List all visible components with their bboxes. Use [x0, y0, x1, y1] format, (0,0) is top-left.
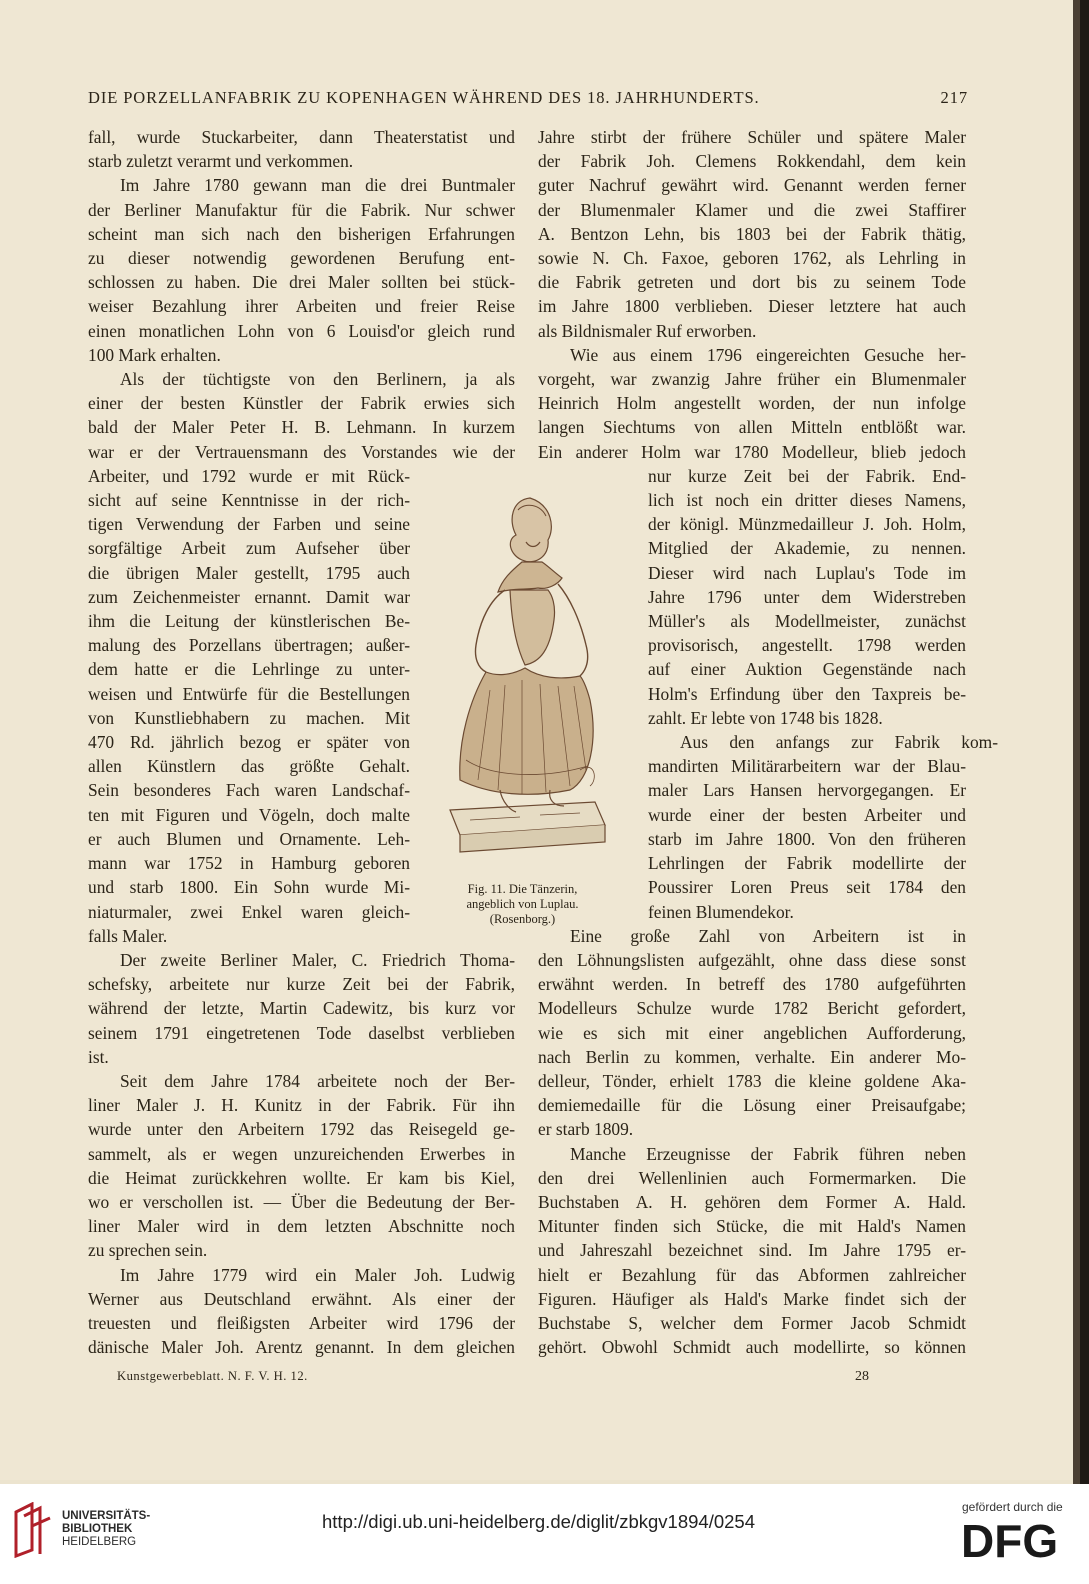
paragraph — [538, 1142, 966, 1360]
text-line: 470 Rd. jährlich bezog er später von — [88, 732, 410, 753]
text-line: ihm die Leitung der künstlerischen Be- — [88, 611, 410, 632]
text-line: sicht auf seine Kenntnisse in der rich- — [88, 490, 410, 511]
text-line: Im Jahre 1779 wird ein Maler Joh. Ludwig — [120, 1264, 515, 1285]
text-line: liner Maler wird in dem letzten Abschnitte noch — [88, 1216, 515, 1237]
text-line: gehört. Obwohl Schmidt auch modellirte, so können — [538, 1337, 966, 1358]
text-line: Seit dem Jahre 1784 arbeitete noch der Ber- — [120, 1070, 515, 1091]
text-line: starb im Jahre 1800. Von den früheren — [648, 828, 966, 849]
text-line: der Blumenmaler Klamer und die zwei Staffirer — [538, 199, 966, 220]
text-line: Heinrich Holm angestellt worden, der nun infolge — [538, 393, 966, 414]
text-line: von Kunstliebhabern zu machen. Mit — [88, 707, 410, 728]
text-line: Figuren. Häufiger als Hald's Marke findet sich der — [538, 1288, 966, 1309]
text-line: den Löhnungslisten aufgezählt, ohne dass diese sonst — [538, 949, 966, 970]
text-line: weiser Bezahlung ihrer Arbeiten und freier Reise — [88, 296, 515, 317]
text-line: fall, wurde Stuckarbeiter, dann Theaterstatist und — [88, 127, 515, 147]
text-line: Eine große Zahl von Arbeitern ist in — [570, 925, 966, 946]
text-line: demiemedaille für die Lösung einer Preisaufgabe; — [538, 1095, 966, 1116]
text-line: Ein anderer Holm war 1780 Modelleur, blieb jedoch — [538, 441, 966, 462]
page-number: 217 — [940, 88, 968, 107]
text-line: Poussirer Loren Preus seit 1784 den — [648, 877, 966, 898]
text-line: im Jahre 1800 verblieben. Dieser letztere hat auch — [538, 296, 966, 317]
dfg-logo-text: DFG — [961, 1515, 1059, 1563]
text-line: lich ist noch ein dritter dieses Namens, — [648, 490, 966, 511]
text-line: guter Nachruf gewährt wird. Genannt werden ferner — [538, 175, 966, 196]
text-line: tigen Verwendung der Farben und seine — [88, 514, 410, 535]
text-line: Holm's Erfindung über den Taxpreis be- — [648, 683, 966, 704]
text-line: zum Zeichenmeister ernannt. Damit war — [88, 586, 410, 607]
paragraph — [538, 125, 966, 343]
text-line: Buchstaben A. H. gehören dem Former A. Hald. — [538, 1191, 966, 1212]
text-line: sowie N. Ch. Faxoe, geboren 1762, als Lehrling in — [538, 248, 966, 269]
caption-line-1: Fig. 11. Die Tänzerin, — [467, 882, 578, 896]
paragraph — [538, 924, 966, 1142]
text-line: mandirten Militärarbeitern war der Blau- — [648, 756, 966, 777]
text-line: Manche Erzeugnisse der Fabrik führen neben — [570, 1143, 966, 1164]
library-name[interactable] — [62, 1510, 150, 1549]
text-line: feinen Blumendekor. — [648, 901, 794, 922]
caption-line-2: angeblich von Luplau. — [466, 897, 579, 911]
text-line: nach Berlin zu kommen, verhalte. Ein anderer Mo- — [538, 1046, 966, 1067]
sheet-signature: 28 — [855, 1369, 869, 1384]
text-line: als Bildnismaler Ruf erworben. — [538, 320, 757, 341]
paragraph — [88, 1069, 515, 1263]
text-line: der Berliner Manufaktur für die Fabrik. Nur schwer — [88, 199, 515, 220]
text-line: maler Lars Hansen hervorgegangen. Er — [648, 780, 966, 801]
text-line: seinem 1791 eingetretenen Tode daselbst verblieben — [88, 1022, 515, 1043]
text-line: dänische Maler Joh. Arentz genannt. In dem gleichen — [88, 1337, 515, 1358]
text-line: einen monatlichen Lohn von 6 Louisd'or gleich rund — [88, 320, 515, 341]
text-line: nur kurze Zeit bei der Fabrik. End- — [648, 465, 966, 486]
text-line: Dieser wird nach Luplau's Tode im — [648, 562, 966, 583]
text-line: erwähnt werden. In betreff des 1780 aufgeführten — [538, 974, 966, 995]
text-line: auf einer Auktion Gegenstände nach — [648, 659, 966, 680]
text-line: Jahre 1796 unter dem Widerstreben — [648, 586, 966, 607]
text-line: schlossen zu haben. Die drei Maler sollten bei stück- — [88, 272, 515, 293]
journal-footer: Kunstgewerbeblatt. N. F. V. H. 12. — [117, 1369, 308, 1383]
text-line: allen Künstlern das größte Gehalt. — [88, 756, 410, 777]
text-line: scheint man sich nach den bisherigen Erfahrungen — [88, 223, 515, 244]
viewer-footer-bar — [0, 1484, 1089, 1584]
text-line: hielt er Bezahlung für das Abformen zahlreicher — [538, 1264, 966, 1285]
text-line: Jahre stirbt der frühere Schüler und spätere Maler — [538, 127, 966, 147]
text-line: ten mit Figuren und Vögeln, doch malte — [88, 804, 410, 825]
text-line: Aus den anfangs zur Fabrik kom- — [680, 732, 998, 753]
text-line: er auch Blumen und Ornamente. Leh- — [88, 828, 410, 849]
text-line: delleur, Tönder, erhielt 1783 die kleine goldene Aka- — [538, 1070, 966, 1091]
text-line: 100 Mark erhalten. — [88, 344, 221, 365]
text-line: wo er verschollen ist. — Über die Bedeutung der Ber- — [88, 1191, 515, 1212]
text-line: starb zuletzt verarmt und verkommen. — [88, 151, 354, 172]
text-line: Wie aus einem 1796 eingereichten Gesuche her- — [570, 344, 966, 365]
running-head-title: DIE PORZELLANFABRIK ZU KOPENHAGEN WÄHREND DES 18. JAHRHUNDERTS. — [88, 88, 760, 107]
text-line: während der letzte, Martin Cadewitz, bis kurz vor — [88, 998, 515, 1019]
text-line: wurde unter den Arbeitern 1792 das Reisegeld ge- — [88, 1119, 515, 1140]
text-line: sammelt, als er wegen unzureichenden Erwerbes in — [88, 1143, 515, 1164]
paragraph — [88, 948, 515, 1069]
text-line: Sein besonderes Fach waren Landschaf- — [88, 780, 410, 801]
text-line: bald der Maler Peter H. B. Lehmann. In kurzem — [88, 417, 515, 438]
text-line: A. Bentzon Lehn, bis 1803 bei der Fabrik thätig, — [538, 223, 966, 244]
text-line: wie es sich mit einer angeblichen Aufforderung, — [538, 1022, 966, 1043]
text-line: liner Maler J. H. Kunitz in der Fabrik. Für ihn — [88, 1095, 515, 1116]
library-name-line-1: UNIVERSITÄTS- — [62, 1510, 151, 1522]
text-line: der königl. Münzmedailleur J. Joh. Holm, — [648, 514, 966, 535]
page-binding-shadow — [1080, 0, 1089, 1484]
dancer-figurine-illustration — [430, 480, 620, 880]
text-line: und starb 1800. Ein Sohn wurde Mi- — [88, 877, 410, 898]
text-line: einer der besten Künstler der Fabrik erwies sich — [88, 393, 515, 414]
permalink-url[interactable]: http://digi.ub.uni-heidelberg.de/diglit/zbkgv1894/0254 — [322, 1511, 756, 1532]
paragraph — [88, 173, 515, 367]
text-line: langen Siechtums von allen Mitteln entblößt war. — [538, 417, 966, 438]
text-line: er starb 1809. — [538, 1119, 634, 1140]
text-line: sorgfältige Arbeit zum Aufseher über — [88, 538, 410, 559]
text-line: Müller's als Modellmeister, zunächst — [648, 611, 966, 632]
text-line: Mitunter finden sich Stücke, die mit Hald's Namen — [538, 1216, 966, 1237]
text-line: falls Maler. — [88, 925, 168, 946]
library-name-line-2: BIBLIOTHEK — [62, 1523, 133, 1535]
funding-note: gefördert durch die — [962, 1500, 1063, 1514]
text-line: zahlt. Er lebte von 1748 bis 1828. — [648, 707, 883, 728]
text-line: provisorisch, angestellt. 1798 werden — [648, 635, 966, 656]
text-line: vorgeht, war zwanzig Jahre früher ein Blumenmaler — [538, 369, 966, 390]
text-line: den drei Wellenlinien auch Formermarken. Die — [538, 1167, 966, 1188]
text-line: zu dieser notwendig gewordenen Berufung ent- — [88, 248, 515, 269]
text-line: treuesten und fleißigsten Arbeiter wird 1796 der — [88, 1312, 515, 1333]
text-line: ist. — [88, 1046, 109, 1067]
text-line: die übrigen Maler gestellt, 1795 auch — [88, 562, 410, 583]
text-line: weisen und Entwürfe für die Bestellungen — [88, 683, 410, 704]
text-line: Als der tüchtigste von den Berlinern, ja als — [120, 369, 515, 390]
paragraph — [88, 1263, 515, 1360]
text-line: die Fabrik getreten und dort bis zu seinem Tode — [538, 272, 966, 293]
text-line: war er der Vertrauensmann des Vorstandes wie der — [88, 441, 515, 462]
caption-line-3: (Rosenborg.) — [489, 912, 556, 926]
text-line: Buchstabe S, welcher dem Former Jacob Schmidt — [538, 1312, 966, 1333]
text-line: Werner aus Deutschland erwähnt. Als einer der — [88, 1288, 515, 1309]
text-line: mann war 1752 in Hamburg geboren — [88, 853, 410, 874]
text-line: wurde einer der besten Arbeiter und — [648, 804, 966, 825]
text-line: der Fabrik Joh. Clemens Rokkendahl, dem kein — [538, 151, 966, 172]
text-line: und Jahreszahl bezeichnet sind. Im Jahre 1795 er- — [538, 1240, 966, 1261]
running-head — [88, 88, 968, 108]
dfg-logo-icon[interactable] — [959, 1515, 1067, 1563]
text-line: schefsky, arbeitete nur kurze Zeit bei der Fabrik, — [88, 974, 515, 995]
text-line: Im Jahre 1780 gewann man die drei Buntmaler — [120, 175, 515, 196]
text-line: niaturmaler, zwei Enkel waren gleich- — [88, 901, 410, 922]
text-line: Lehrlingen der Fabrik modellirte der — [648, 853, 966, 874]
text-line: Arbeiter, und 1792 wurde er mit Rück- — [88, 465, 410, 486]
text-line: die Heimat zurückkehren wollte. Er kam bis Kiel, — [88, 1167, 515, 1188]
heidelberg-library-logo-icon[interactable] — [10, 1502, 56, 1558]
paragraph — [88, 125, 515, 173]
text-line: Mitglied der Akademie, zu nennen. — [648, 538, 966, 559]
text-line: Der zweite Berliner Maler, C. Friedrich Thoma- — [120, 949, 515, 970]
text-line: malung des Porzellans übertragen; außer- — [88, 635, 410, 656]
library-name-line-3: HEIDELBERG — [62, 1536, 137, 1548]
text-line: zu sprechen sein. — [88, 1240, 208, 1261]
figure-caption — [430, 882, 615, 927]
text-line: dem hatte er die Lehrlinge zu unter- — [88, 659, 410, 680]
text-line: Modelleurs Schulze wurde 1782 Bericht gefordert, — [538, 998, 966, 1019]
